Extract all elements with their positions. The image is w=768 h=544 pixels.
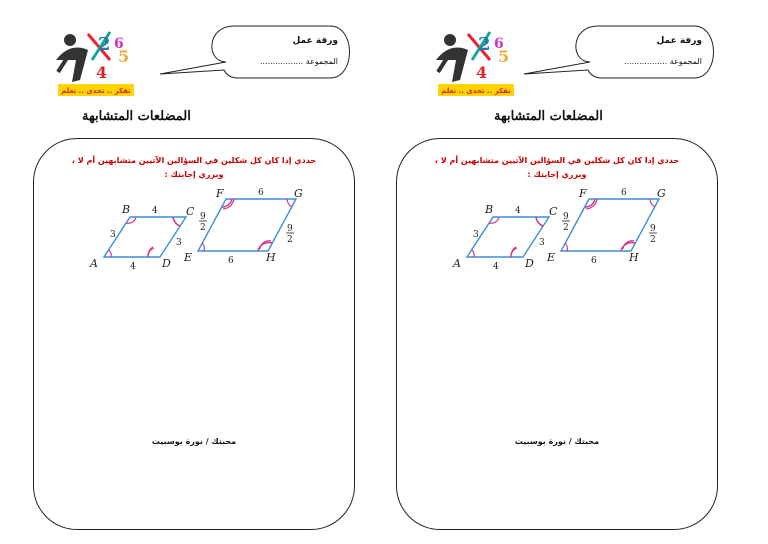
label-F: F xyxy=(216,187,224,200)
label-A: A xyxy=(453,257,461,270)
side-EF-num: 9 xyxy=(563,212,569,222)
side-AD: 4 xyxy=(493,262,499,272)
label-G: G xyxy=(294,187,303,200)
side-EH: 6 xyxy=(228,256,234,266)
label-A: A xyxy=(90,257,98,270)
side-GH-num: 9 xyxy=(287,224,293,234)
side-EF-den: 2 xyxy=(563,223,569,233)
instruction-line-2: وبرري إجابتك : xyxy=(527,170,587,179)
worksheet-right xyxy=(384,0,768,544)
instruction-line-2: وبرري إجابتك : xyxy=(164,170,224,179)
side-EF-num: 9 xyxy=(200,212,206,222)
label-H: H xyxy=(266,251,276,264)
section-title: المضلعات المتشابهة xyxy=(82,109,191,124)
label-E: E xyxy=(547,251,556,264)
group-line: المجموعة ................. xyxy=(623,57,702,66)
svg-text:6: 6 xyxy=(494,36,504,52)
label-C: C xyxy=(186,205,195,218)
label-F: F xyxy=(579,187,587,200)
parallelogram-figure xyxy=(82,185,322,279)
svg-text:4: 4 xyxy=(476,63,488,82)
logo xyxy=(52,20,140,102)
section-title: المضلعات المتشابهة xyxy=(494,109,603,124)
author: محبتك / نورة بوسبيت xyxy=(151,437,237,446)
svg-text:6: 6 xyxy=(114,36,124,52)
logo xyxy=(432,20,520,102)
svg-text:2: 2 xyxy=(98,34,111,55)
label-C: C xyxy=(549,205,558,218)
instruction-line-1: حددي إذا كان كل شكلين في السؤالين الآتيين متشابهين أم لا ، xyxy=(71,156,317,165)
label-G: G xyxy=(657,187,666,200)
side-AB: 3 xyxy=(110,230,116,240)
side-BC: 4 xyxy=(515,206,521,216)
header-bubble xyxy=(568,22,718,82)
svg-text:تفكر .. تحدى .. تعلم: تفكر .. تحدى .. تعلم xyxy=(61,87,131,95)
worksheet-label: ورقة عمل xyxy=(656,36,702,46)
svg-text:5: 5 xyxy=(498,47,510,66)
label-E: E xyxy=(184,251,193,264)
side-BC: 4 xyxy=(152,206,158,216)
label-B: B xyxy=(485,203,494,216)
worksheet-label: ورقة عمل xyxy=(292,36,338,46)
side-FG: 6 xyxy=(258,188,264,198)
label-B: B xyxy=(122,203,131,216)
svg-text:2: 2 xyxy=(478,34,491,55)
question-card xyxy=(396,138,718,530)
label-D: D xyxy=(162,257,171,270)
instruction xyxy=(411,154,703,182)
side-FG: 6 xyxy=(621,188,627,198)
side-GH-den: 2 xyxy=(650,235,656,245)
side-CD: 3 xyxy=(176,238,182,248)
side-AB: 3 xyxy=(473,230,479,240)
label-H: H xyxy=(629,251,639,264)
side-AD: 4 xyxy=(130,262,136,272)
label-D: D xyxy=(525,257,534,270)
svg-text:5: 5 xyxy=(118,47,130,66)
instruction-line-1: حددي إذا كان كل شكلين في السؤالين الآتيين متشابهين أم لا ، xyxy=(434,156,680,165)
side-EH: 6 xyxy=(591,256,597,266)
side-EF-den: 2 xyxy=(200,223,206,233)
side-CD: 3 xyxy=(539,238,545,248)
instruction xyxy=(48,154,340,182)
side-GH-den: 2 xyxy=(287,235,293,245)
svg-text:تفكر .. تحدى .. تعلم: تفكر .. تحدى .. تعلم xyxy=(441,87,511,95)
parallelogram-figure xyxy=(445,185,685,279)
header-bubble xyxy=(204,22,354,82)
author: محبتك / نورة بوسبيت xyxy=(514,437,600,446)
group-line: المجموعة ................. xyxy=(259,57,338,66)
side-GH-num: 9 xyxy=(650,224,656,234)
svg-text:4: 4 xyxy=(96,63,108,82)
question-card xyxy=(33,138,355,530)
